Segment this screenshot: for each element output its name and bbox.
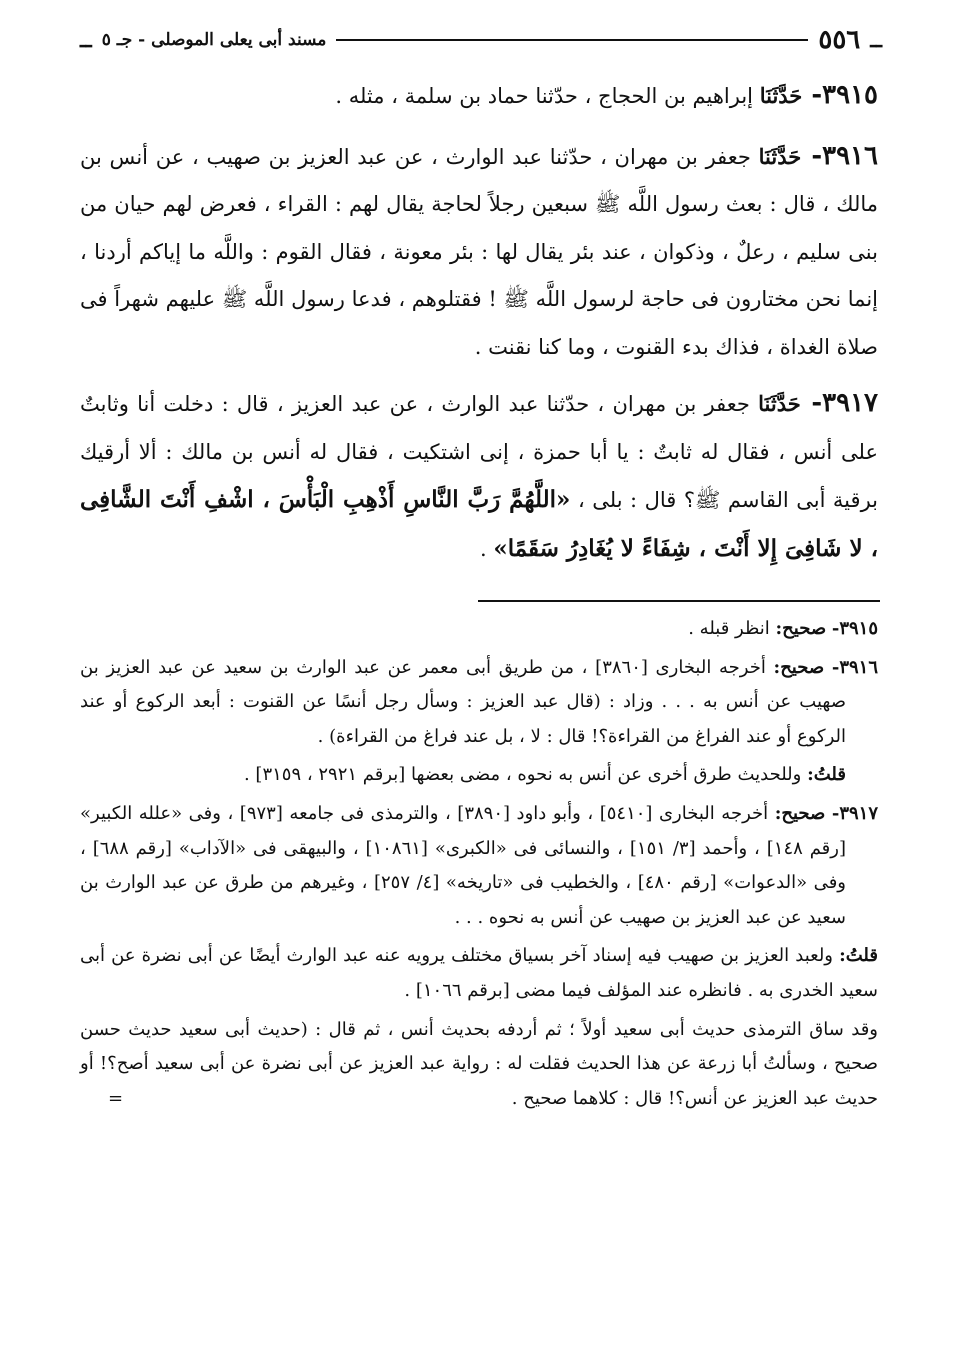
note-number: ٣٩١٦- <box>831 656 878 678</box>
hadith-text: جعفر بن مهران ، حدّثنا عبد الوارث ، عن عبد العزيز بن صهيب ، عن أنس بن مالك ، قال : بعث رسول اللَّه ﷺ سبعين رجلاً لحاجة يقال لهم : القراء ، فعرض لهم حيان من بنى سليم ، رعلٌ ، وذكوان ، عند بئر يقال لها : بئر معونة ، فقال القوم : واللَّه ما إياكم أردنا ، إنما نحن مختارون فى حاجة لرسول اللَّه ﷺ ! فقتلوهم ، فدعا رسول اللَّه ﷺ عليهم شهراً فى صلاة الغداة ، فذاك بدء القنوت ، وما كنا نقنت . <box>80 144 878 359</box>
note-text: ولعبد العزيز بن صهيب فيه إسناد آخر بسياق مختلف يرويه عنه عبد الوارث أيضًا عن أبى نضرة عن أبى سعيد الخدرى به . فانظره عند المؤلف فيما مضى [برقم ١٠٦٦] . <box>80 945 878 1001</box>
note-number: ٣٩١٧- <box>831 802 879 824</box>
supplication-text: «اللَّهُمَّ رَبَّ النَّاسِ أَذْهِبِ الْبَأْسَ ، اشْفِ أَنْتَ الشَّافِى ، لا شَافِىَ إِلا أَنْتَ ، شِفَاءً لا يُغَادِرُ سَقَمًا» <box>80 486 878 562</box>
note-text: وللحديث طرق أخرى عن أنس به نحوه ، مضى بعضها [برقم ٢٩٢١ ، ٣١٥٩] . <box>243 764 802 786</box>
note-3917 <box>80 797 878 935</box>
header-dash-end: ــ <box>80 28 92 52</box>
hadith-number: ٣٩١٦ <box>822 140 878 171</box>
continuation-mark: = <box>108 1087 124 1109</box>
remark-label: قلتُ: <box>839 945 878 967</box>
header-rule <box>336 39 808 41</box>
hadith-3915: ٣٩١٥- حَدَّثَنَا إبراهيم بن الحجاج ، حدّثنا حماد بن سلمة ، مثله . <box>335 80 878 110</box>
note-3915 <box>80 612 878 647</box>
hadith-text: جعفر بن مهران ، حدّثنا عبد الوارث ، عن عبد العزيز ، قال : دخلت أنا وثابتٌ على أنس ، فقال له ثابتٌ : يا أبا حمزة ، إنى اشتكيت ، فقال له أنس بن مالك : ألا أرقيك برقية أبى القاسم ﷺ؟ قال : بلى ، <box>80 392 878 512</box>
grade-label: صحيح: <box>774 802 826 824</box>
note-text: انظر قبله . <box>688 618 770 639</box>
note-number: ٣٩١٥- <box>831 618 878 639</box>
narration-keyword: حَدَّثَنَا <box>758 143 802 169</box>
note-text: أخرجه البخارى [٥٤١٠] ، وأبو داود [٣٨٩٠] ، والترمذى فى جامعه [٩٧٣] ، وفى «علله الكبير» [رقم ١٤٨] ، وأحمد [٣/ ١٥١] ، والنسائى فى «الكبرى» [١٠٨٦١] ، والبيهقى فى «الآداب» [رقم ٦٨٨] ، وفى «الدعوات» [رقم ٤٨٠] ، والخطيب فى «تاريخه» [٤/ ٢٥٧] ، وغيرهم من طرق عن عبد الوارث بن سعيد عن عبد العزيز بن صهيب عن أنس به نحوه . . . <box>80 802 846 928</box>
page-number: ٥٥٦ <box>818 25 861 55</box>
hadith-number: ٣٩١٥ <box>822 80 878 110</box>
footnotes <box>80 612 878 1120</box>
main-text <box>80 72 878 582</box>
hadith-3917: ٣٩١٧- حَدَّثَنَا جعفر بن مهران ، حدّثنا عبد الوارث ، عن عبد العزيز ، قال : دخلت أنا وثابتٌ على أنس ، فقال له ثابتٌ : يا أبا حمزة ، إنى اشتكيت ، فقال له أنس بن مالك : ألا أرقيك برقية أبى القاسم ﷺ؟ قال : بلى ، «اللَّهُمَّ رَبَّ النَّاسِ أَذْهِبِ الْبَأْسَ ، اشْفِ أَنْتَ الشَّافِى ، لا شَافِىَ إِلا أَنْتَ ، شِفَاءً لا يُغَادِرُ سَقَمًا» . <box>80 388 878 562</box>
note-text: وقد ساق الترمذى حديث أبى سعيد أولاً ؛ ثم أردفه بحديث أنس ، ثم قال : (حديث أبى سعيد حديث حسن صحيح ، وسألتُ أبا زرعة عن هذا الحديث فقلت له : رواية عبد العزيز عن أبى نضرة عن أبى سعيد أصح؟! أو حديث عبد العزيز عن أنس؟! قال : كلاهما صحيح . <box>80 1018 878 1109</box>
grade-label: صحيح: <box>773 656 825 678</box>
hadith-end: . <box>479 536 494 561</box>
narration-keyword: حَدَّثَنَا <box>759 83 803 108</box>
hadith-number: ٣٩١٧ <box>822 388 878 418</box>
header-dash: ــ <box>870 28 882 52</box>
footnote-separator <box>478 600 880 602</box>
grade-label: صحيح: <box>775 618 827 639</box>
hadith-3916: ٣٩١٦- حَدَّثَنَا جعفر بن مهران ، حدّثنا عبد الوارث ، عن عبد العزيز بن صهيب ، عن أنس بن مالك ، قال : بعث رسول اللَّه ﷺ سبعين رجلاً لحاجة يقال لهم : القراء ، فعرض لهم حيان من بنى سليم ، رعلٌ ، وذكوان ، عند بئر يقال لها : بئر معونة ، فقال القوم : واللَّه ما إياكم أردنا ، إنما نحن مختارون فى حاجة لرسول اللَّه ﷺ ! فقتلوهم ، فدعا رسول اللَّه ﷺ عليهم شهراً فى صلاة الغداة ، فذاك بدء القنوت ، وما كنا نقنت . <box>80 140 878 359</box>
note-3917-tirmidhi <box>80 1013 878 1117</box>
narration-keyword: حَدَّثَنَا <box>758 391 801 416</box>
hadith-text: إبراهيم بن الحجاج ، حدّثنا حماد بن سلمة ، مثله . <box>335 84 754 108</box>
book-title: مسند أبى يعلى الموصلى - جـ ٥ <box>101 30 327 50</box>
note-3916 <box>80 651 878 755</box>
note-3917-remark <box>80 939 878 1008</box>
note-3916-remark <box>80 758 878 793</box>
note-text: أخرجه البخارى [٣٨٦٠] ، من طريق أبى معمر عن عبد الوارث بن سعيد عن عبد العزيز بن صهيب عن أنس به . . . وزاد : (قال عبد العزيز : وسأل رجل أنسًا عن القنوت : أبعد الركوع أو عند الركوع أو عند الفراغ من القراءة؟! قال : لا ، بل عند فراغ من القراءة) . <box>80 656 846 747</box>
running-header <box>80 20 882 60</box>
remark-label: قلتُ: <box>807 764 846 786</box>
